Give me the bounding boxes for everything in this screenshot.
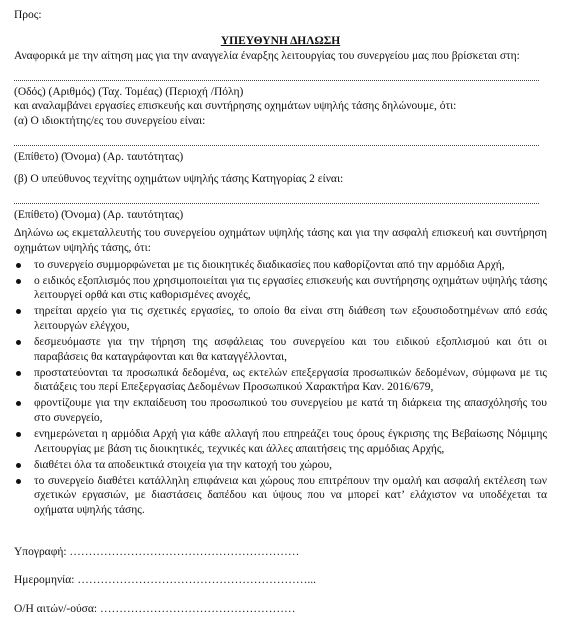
list-item-text: διαθέτει όλα τα αποδεικτικά στοιχεία για την κατοχή του χώρου, [34, 458, 332, 471]
list-item-text: το συνεργείο διαθέτει κατάλληλη επιφάνεια και χώρους που επιτρέπουν την ομαλή και ασφαλή εκτέλεση των σχετικών εργασιών, με διαστάσεις δαπέδου και ύψους που να μπορεί κατ’ ελάχιστον να υποδέχεται τα οχήματα υψηλής τάσης. [34, 474, 547, 517]
owners-label: (α) Ο ιδιοκτήτης/ες του συνεργείου είναι: [14, 114, 206, 127]
list-item [14, 474, 547, 518]
bullet-icon [16, 279, 21, 284]
list-item-text: προστατεύονται τα προσωπικά δεδομένα, ως εκτελών επεξεργασία προσωπικών δεδομένων, σύμφωνα με τις διατάξεις του περί Επεξεργασίας Δεδομένων Προσωπικού Χαρακτήρα Καν. 2016/679, [34, 366, 547, 394]
address-fill-line[interactable] [14, 64, 539, 81]
bullet-icon [16, 479, 21, 484]
bullet-icon [16, 340, 21, 345]
signature-field[interactable]: Υπογραφή: …………………………………………………… [14, 546, 300, 558]
list-item-text: φροντίζουμε για την εκπαίδευση του προσωπικού του συνεργείου με κατά τη διάρκεια της απασχόλησής του στο συνεργείο, [34, 397, 547, 424]
date-field[interactable]: Ημερομηνία: ……………………………………………………... [14, 574, 316, 586]
list-item-text: τηρείται αρχείο για τις σχετικές εργασίες, το οποίο θα είναι στη διάθεση των εξουσιοδοτημένων από εσάς λειτουργών ελέγχου, [34, 305, 547, 332]
technician-label: (β) Ο υπεύθυνος τεχνίτης οχημάτων υψηλής τάσης Κατηγορίας 2 είναι: [14, 173, 344, 186]
list-item-text: το συνεργείο συμμορφώνεται με τις διοικητικές διαδικασίες που καθορίζονται από την αρμόδια Αρχή, [34, 258, 505, 271]
bullet-icon [16, 263, 21, 268]
list-item [14, 304, 547, 333]
bullet-icon [16, 309, 21, 314]
bullet-icon [16, 371, 21, 376]
list-item [14, 335, 547, 364]
list-item [14, 458, 547, 473]
list-item-text: ενημερώνεται η αρμόδια Αρχή για κάθε αλλαγή που επηρεάζει τους όρους έγκρισης της Βεβαίωσης Νόμιμης Λειτουργίας με βάση τις διοικητικές, τεχνικές και άλλες απαιτήσεις της αρμόδιας Αρχής, [34, 428, 547, 455]
bullet-icon [16, 463, 21, 468]
list-item [14, 427, 547, 456]
owners-caption: (Επίθετο) (Όνομα) (Αρ. ταυτότητας) [14, 150, 184, 163]
list-item-text: ο ειδικός εξοπλισμός που χρησιμοποιείται για τις εργασίες επισκευής και συντήρησης οχημάτων υψηλής τάσης λειτουργεί ορθά και στις καθορισμένες ανοχές, [34, 274, 547, 302]
declaration-list [14, 258, 547, 518]
list-item [14, 274, 547, 303]
applicant-field[interactable]: Ο/Η αιτών/-ούσα: …………………………………………… [14, 603, 296, 615]
intro-text: Αναφορικά με την αίτηση μας για την αναγγελία έναρξης λειτουργίας του συνεργείου μας που βρίσκεται στη: [14, 50, 520, 63]
list-item [14, 258, 547, 273]
technician-fill-line[interactable] [14, 187, 539, 204]
list-item [14, 396, 547, 425]
recipient-label: Προς: [14, 9, 42, 21]
list-item-text: δεσμευόμαστε για την τήρηση της ασφάλειας του συνεργείου και του ειδικού εξοπλισμού και ότι οι παραβάσεις θα καταγράφονται και θα καταγγέλλονται, [34, 336, 547, 363]
declaration-intro: Δηλώνω ως εκμεταλλευτής του συνεργείου οχημάτων υψηλής τάσης και για την ασφαλή επισκευή και συντήρηση οχημάτων υψηλής τάσης, ότι: [14, 227, 547, 254]
address-caption: (Οδός) (Αριθμός) (Ταχ. Τομέας) (Περιοχή /Πόλη) [14, 85, 244, 98]
repairs-statement: και αναλαμβάνει εργασίες επισκευής και συντήρησης οχημάτων υψηλής τάσης δηλώνουμε, ότι: [14, 100, 457, 113]
owners-fill-line[interactable] [14, 129, 539, 146]
technician-caption: (Επίθετο) (Όνομα) (Αρ. ταυτότητας) [14, 208, 184, 221]
bullet-icon [16, 401, 21, 406]
bullet-icon [16, 432, 21, 437]
page-title: ΥΠΕΥΘΥΝΗ ΔΗΛΩΣΗ [220, 34, 341, 47]
list-item [14, 366, 547, 395]
